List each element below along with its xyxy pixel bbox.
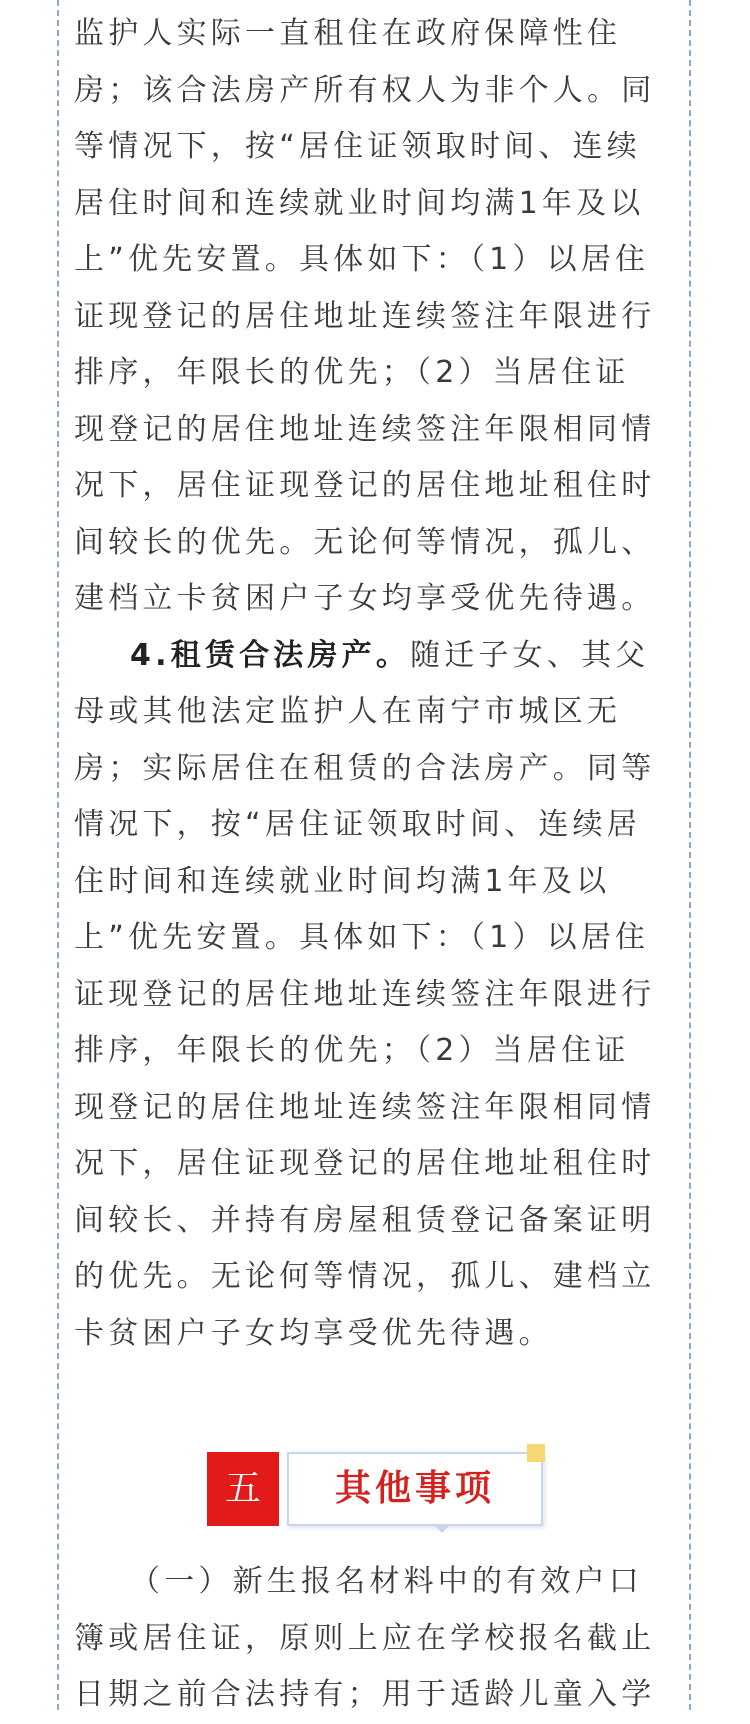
text-line: 簿或居住证，原则上应在学校报名截止: [74, 1620, 656, 1656]
paragraph-2: [74, 628, 678, 1363]
text-line: 况下，居住证现登记的居住地址租住时: [74, 1146, 656, 1181]
text-line: 等情况下，按“居住证领取时间、连续: [74, 129, 641, 164]
text-line: 现登记的居住地址连续签注年限相同情: [74, 1089, 656, 1125]
paragraph-2-first-line: [74, 628, 678, 685]
text-line: （一）新生报名材料中的有效户口: [130, 1564, 643, 1599]
text-line: 房；该合法房产所有权人为非个人。同: [74, 72, 656, 108]
text-line: 证现登记的居住地址连续签注年限进行: [74, 976, 656, 1012]
paragraph-2-heading: 4.租赁合法房产。: [130, 637, 411, 673]
text-line: 监护人实际一直租住在政府保障性住: [74, 16, 622, 51]
text-line: 间较长的优先。无论何等情况，孤儿、: [74, 524, 656, 560]
text-line: 上”优先安置。具体如下：（1）以居住: [74, 920, 650, 955]
text-line: 况下，居住证现登记的居住地址租住时: [74, 468, 656, 503]
section-title: 其他事项: [287, 1452, 543, 1526]
text-line: 排序，年限长的优先；（2）当居住证: [74, 355, 630, 390]
text-line: 建档立卡贫困户子女均享受优先待遇。: [74, 581, 656, 616]
paragraph-2-first-line-text: 随迁子女、其父: [410, 637, 650, 673]
text-line: 排序，年限长的优先；（2）当居住证: [74, 1033, 630, 1068]
text-line: 住时间和连续就业时间均满1年及以: [74, 863, 611, 899]
text-line: 现登记的居住地址连续签注年限相同情: [74, 411, 656, 447]
text-line: 的优先。无论何等情况，孤儿、建档立: [74, 1259, 656, 1294]
speech-pointer-icon: [433, 1524, 451, 1533]
text-line: 房；实际居住在租赁的合法房产。同等: [74, 750, 656, 786]
text-line: 情况下，按“居住证领取时间、连续居: [74, 807, 641, 842]
text-line: 母或其他法定监护人在南宁市城区无: [74, 694, 622, 729]
text-line: 居住时间和连续就业时间均满1年及以: [74, 185, 645, 221]
section-number: 五: [207, 1452, 279, 1526]
text-line: 证现登记的居住地址连续签注年限进行: [74, 298, 656, 334]
paragraph-1: [74, 6, 678, 628]
text-line: 间较长、并持有房屋租赁登记备案证明: [74, 1202, 656, 1238]
article-body: [74, 6, 678, 1362]
text-line: 卡贫困户子女均享受优先待遇。: [74, 1315, 553, 1351]
text-line: 日期之前合法持有；用于适龄儿童入学: [74, 1677, 656, 1712]
section-heading: [207, 1444, 551, 1526]
corner-accent-square: [527, 1444, 545, 1462]
text-line: 上”优先安置。具体如下：（1）以居住: [74, 242, 650, 277]
paragraph-3: [74, 1554, 678, 1724]
